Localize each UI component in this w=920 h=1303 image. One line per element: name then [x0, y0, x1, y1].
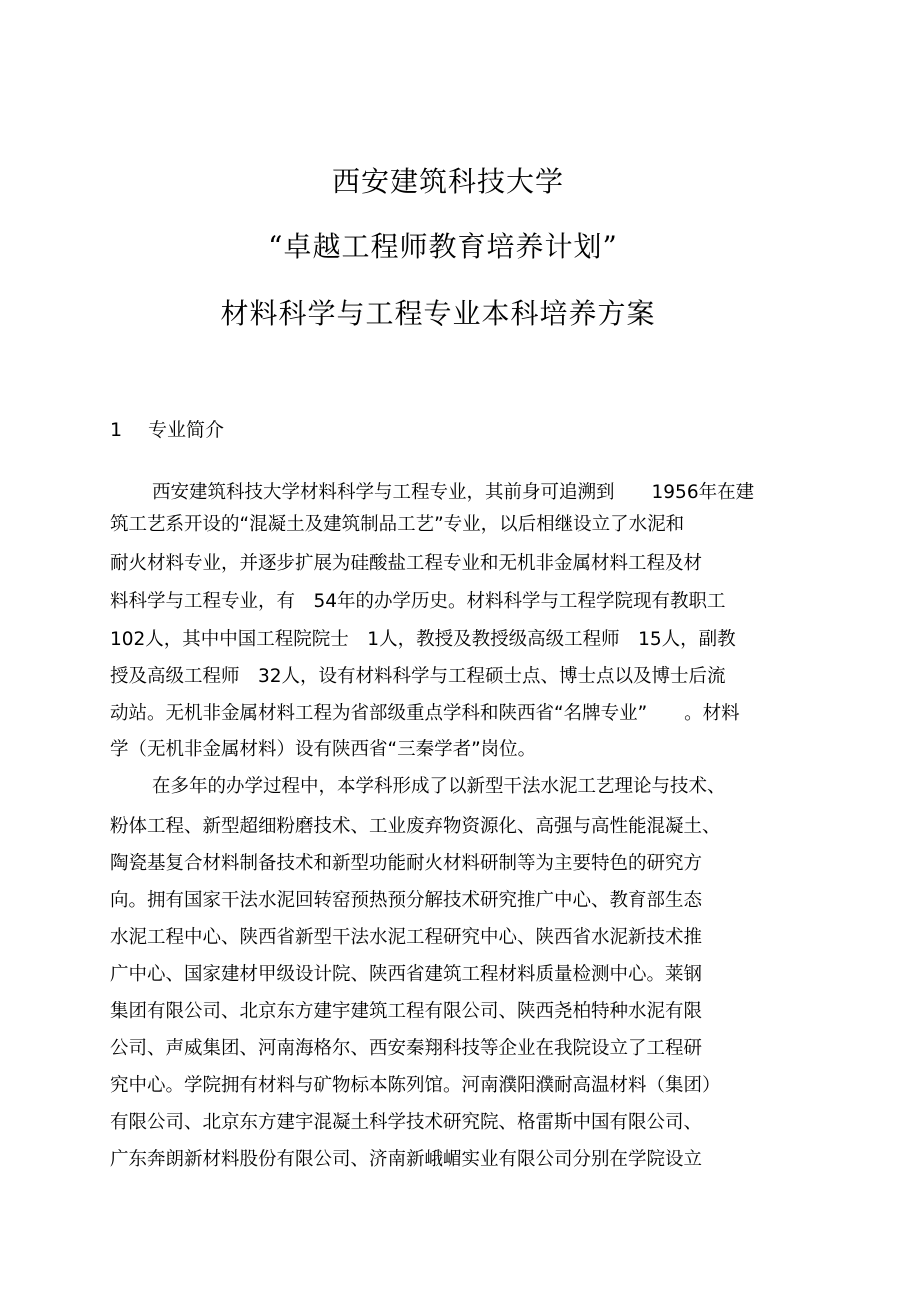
- section-title: 专业简介: [148, 419, 225, 441]
- paragraph-line: 水泥工程中心、陕西省新型干法水泥工程研究中心、陕西省水泥新技术推: [110, 927, 703, 948]
- paragraph-line: 动站。无机非金属材料工程为省部级重点学科和陕西省“名牌专业” 。材料: [110, 703, 740, 724]
- paragraph-line: 广东奔朗新材料股份有限公司、济南新峨嵋实业有限公司分别在学院设立: [110, 1149, 703, 1170]
- paragraph-line: 西安建筑科技大学材料科学与工程专业，其前身可追溯到 1956年在建: [152, 482, 755, 503]
- title-university: 西安建筑科技大学: [331, 165, 564, 198]
- paragraph-line: 陶瓷基复合材料制备技术和新型功能耐火材料研制等为主要特色的研究方: [110, 853, 703, 874]
- paragraph-line: 向。拥有国家干法水泥回转窑预热预分解技术研究推广中心、教育部生态: [110, 890, 703, 911]
- section-heading: [110, 413, 224, 447]
- paragraph-line: 有限公司、北京东方建宇混凝土科学技术研究院、格雷斯中国有限公司、: [110, 1112, 703, 1133]
- paragraph-line: 广中心、国家建材甲级设计院、陕西省建筑工程材料质量检测中心。莱钢: [110, 964, 703, 985]
- title-program-plan: “卓越工程师教育培养计划”: [268, 230, 618, 263]
- section-number: 1: [110, 419, 123, 441]
- paragraph-line: 学（无机非金属材料）设有陕西省“三秦学者”岗位。: [110, 739, 537, 760]
- paragraph-line: 集团有限公司、北京东方建宇建筑工程有限公司、陕西尧柏特种水泥有限: [110, 1001, 703, 1022]
- paragraph-line: 料科学与工程专业，有 54年的办学历史。材料科学与工程学院现有教职工: [110, 591, 726, 612]
- paragraph-line: 公司、声威集团、河南海格尔、西安秦翔科技等企业在我院设立了工程研: [110, 1038, 703, 1059]
- paragraph-line: 102人，其中中国工程院院士 1人，教授及教授级高级工程师 15人，副教: [110, 629, 736, 650]
- paragraph-line: 筑工艺系开设的“混凝土及建筑制品工艺”专业，以后相继设立了水泥和: [110, 514, 685, 535]
- paragraph-line: 粉体工程、新型超细粉磨技术、工业废弃物资源化、高强与高性能混凝土、: [110, 816, 721, 837]
- title-major-scheme: 材料科学与工程专业本科培养方案: [220, 297, 656, 330]
- paragraph-line: 究中心。学院拥有材料与矿物标本陈列馆。河南濮阳濮耐高温材料（集团）: [110, 1075, 721, 1096]
- paragraph-line: 在多年的办学过程中，本学科形成了以新型干法水泥工艺理论与技术、: [152, 776, 726, 797]
- paragraph-line: 授及高级工程师 32人，设有材料科学与工程硕士点、博士点以及博士后流: [110, 666, 726, 687]
- paragraph-line: 耐火材料专业，并逐步扩展为硅酸盐工程专业和无机非金属材料工程及材: [110, 553, 703, 574]
